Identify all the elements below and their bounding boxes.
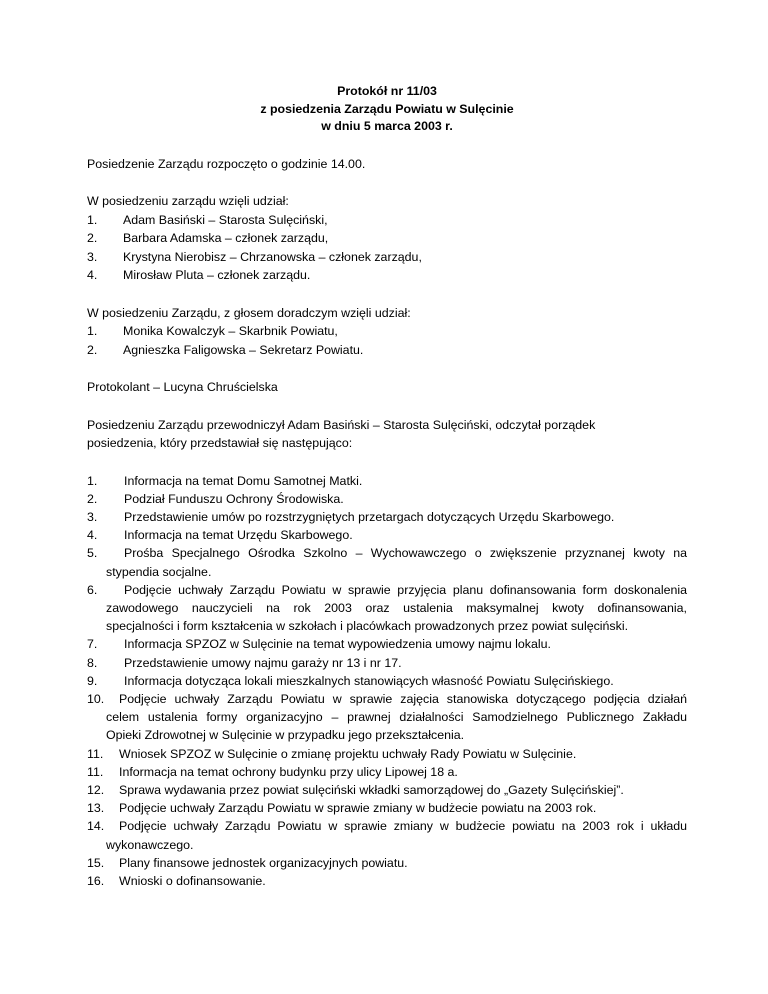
- agenda-item: [87, 635, 687, 653]
- agenda-item-number: 2.: [87, 491, 98, 506]
- agenda-item-text: Wnioski o dofinansowanie.: [119, 873, 266, 888]
- title-line-1: Protokół nr 11/03: [337, 84, 437, 98]
- agenda-item-text: Informacja SPZOZ w Sulęcinie na temat wypowiedzenia umowy najmu lokalu.: [124, 637, 551, 652]
- agenda-item-number: 12.: [87, 782, 105, 797]
- agenda-item-text: Sprawa wydawania przez powiat sulęciński wkładki samorządowej do „Gazety Sulęcińskiej”.: [119, 782, 624, 797]
- document-title: [87, 83, 687, 136]
- agenda-item-text: Podział Funduszu Ochrony Środowiska.: [124, 491, 344, 506]
- agenda-item-number: 4.: [87, 528, 98, 543]
- agenda-item: [87, 745, 687, 763]
- agenda-item-number: 8.: [87, 655, 98, 670]
- agenda-item: [87, 854, 687, 872]
- title-line-2: z posiedzenia Zarządu Powiatu w Sulęcinie: [260, 101, 514, 116]
- agenda-item-text: specjalności i form kształcenia w szkołach i placówkach prowadzonych przez powiat sulęciński.: [106, 619, 629, 634]
- agenda-item: [87, 781, 687, 799]
- agenda-item-number: 16.: [87, 873, 105, 888]
- list-item: 4. Mirosław Pluta – członek zarządu.: [87, 268, 311, 282]
- agenda-item-number: 10.: [87, 691, 105, 706]
- agenda-item: [87, 472, 687, 490]
- agenda-item-text: stypendia socjalne.: [106, 564, 212, 579]
- agenda-item-text: Informacja na temat Urzędu Skarbowego.: [124, 528, 353, 543]
- agenda-item: [87, 672, 687, 690]
- agenda-item-number: 14.: [87, 819, 105, 834]
- agenda-item-text: Informacja na temat ochrony budynku przy ulicy Lipowej 18 a.: [119, 764, 458, 779]
- list-item: 2. Agnieszka Faligowska – Sekretarz Powiatu.: [87, 342, 364, 357]
- agenda-item-text: Informacja dotycząca lokali mieszkalnych stanowiących własność Powiatu Sulęcińskiego.: [124, 673, 614, 688]
- agenda-item-text: celem ustalenia formy organizacyjno – prawnej działalności Samodzielnego Publicznego Zakładu: [106, 710, 687, 725]
- agenda-item-number: 6.: [87, 582, 98, 597]
- recorder-line: Protokolant – Lucyna Chruścielska: [87, 380, 278, 394]
- list-item: 2. Barbara Adamska – członek zarządu,: [87, 231, 329, 245]
- advisors-list: [87, 322, 687, 359]
- agenda-item: [87, 690, 687, 745]
- agenda-list: [87, 472, 687, 891]
- agenda-item: [87, 763, 687, 781]
- agenda-item-number: 11.: [87, 746, 104, 761]
- agenda-item-number: 15.: [87, 855, 105, 870]
- agenda-item-text: wykonawczego.: [106, 837, 194, 852]
- agenda-item-number: 5.: [87, 546, 98, 561]
- participants-heading: W posiedzeniu zarządu wzięli udział:: [87, 194, 289, 208]
- list-item: 1. Adam Basiński – Starosta Sulęciński,: [87, 212, 328, 227]
- agenda-item: [87, 526, 687, 544]
- agenda-item-text: Podjęcie uchwały Zarządu Powiatu w sprawie zmiany w budżecie powiatu na 2003 rok.: [119, 801, 597, 816]
- agenda-item-text: Plany finansowe jednostek organizacyjnych powiatu.: [119, 855, 408, 870]
- agenda-item: [87, 581, 687, 636]
- agenda-item-number: 13.: [87, 801, 105, 816]
- agenda-item-text: Podjęcie uchwały Zarządu Powiatu w sprawie zmiany w budżecie powiatu na 2003 rok i układu: [119, 819, 687, 834]
- advisors-heading: W posiedzeniu Zarządu, z głosem doradczym wzięli udział:: [87, 305, 411, 320]
- agenda-item: [87, 508, 687, 526]
- agenda-item-text: Wniosek SPZOZ w Sulęcinie o zmianę projektu uchwały Rady Powiatu w Sulęcinie.: [119, 746, 577, 761]
- agenda-item: [87, 544, 687, 580]
- opening-statement: Posiedzenie Zarządu rozpoczęto o godzinie 14.00.: [87, 156, 366, 171]
- agenda-item-number: 1.: [87, 473, 98, 488]
- agenda-item-text: Opieki Zdrowotnej w Sulęcinie w przypadku jego przekształcenia.: [106, 728, 465, 743]
- agenda-item-text: Podjęcie uchwały Zarządu Powiatu w sprawie zajęcia stanowiska dotyczącego podjęcia działań: [119, 691, 687, 706]
- agenda-item: [87, 654, 687, 672]
- chair-line-2: posiedzenia, który przedstawiał się następująco:: [87, 436, 353, 450]
- document-page: [87, 83, 687, 890]
- agenda-item-text: Prośba Specjalnego Ośrodka Szkolno – Wychowawczego o zwiększenie przyznanej kwoty na: [124, 546, 687, 561]
- title-line-3: w dniu 5 marca 2003 r.: [321, 119, 453, 133]
- list-item: 3. Krystyna Nierobisz – Chrzanowska – członek zarządu,: [87, 249, 422, 264]
- list-item: 1. Monika Kowalczyk – Skarbnik Powiatu,: [87, 324, 338, 338]
- agenda-item-text: Podjęcie uchwały Zarządu Powiatu w sprawie przyjęcia planu dofinansowania form doskonalenia: [124, 582, 687, 597]
- agenda-item: [87, 872, 687, 890]
- agenda-item: [87, 817, 687, 853]
- agenda-item-number: 9.: [87, 673, 98, 688]
- agenda-item-number: 11.: [87, 764, 104, 779]
- agenda-item: [87, 799, 687, 817]
- agenda-item-text: zawodowego nauczycieli na rok 2003 oraz ustalenia maksymalnej kwoty dofinansowania,: [106, 600, 687, 615]
- chair-line-1: Posiedzeniu Zarządu przewodniczył Adam Basiński – Starosta Sulęciński, odczytał porządek: [87, 417, 596, 432]
- participants-list: [87, 211, 687, 285]
- agenda-item: [87, 490, 687, 508]
- agenda-item-text: Przedstawienie umowy najmu garaży nr 13 i nr 17.: [124, 655, 402, 670]
- agenda-item-text: Przedstawienie umów po rozstrzygniętych przetargach dotyczących Urzędu Skarbowego.: [124, 509, 615, 524]
- agenda-item-text: Informacja na temat Domu Samotnej Matki.: [124, 473, 363, 488]
- agenda-item-number: 3.: [87, 509, 98, 524]
- agenda-item-number: 7.: [87, 637, 98, 652]
